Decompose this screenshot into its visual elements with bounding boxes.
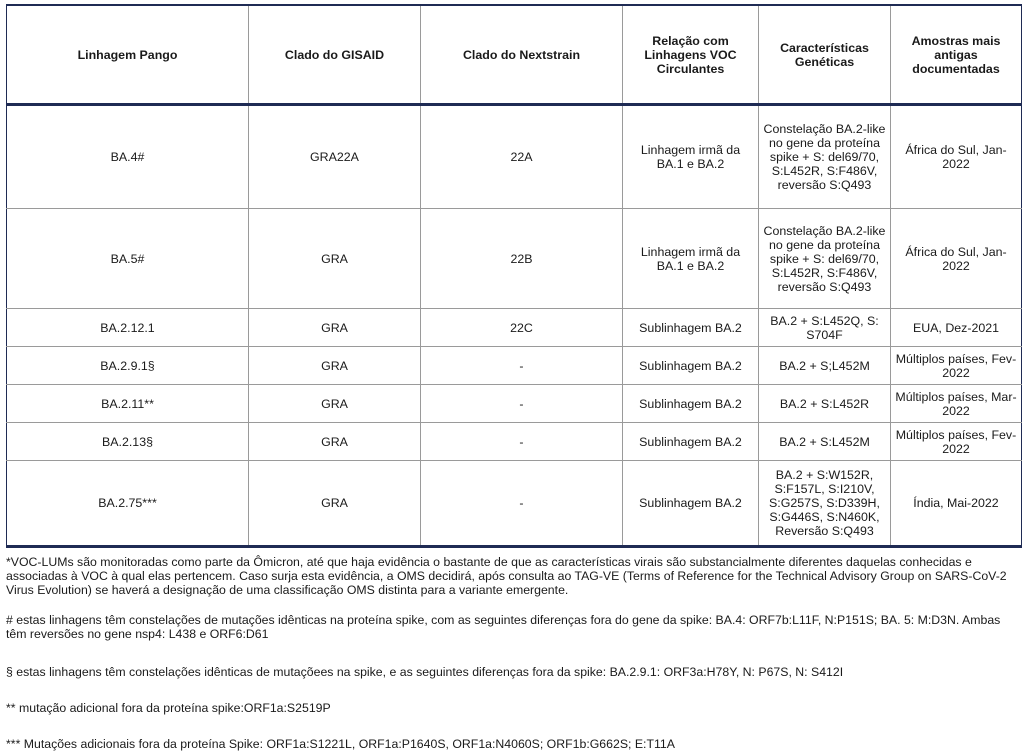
cell-nextstrain: - (421, 423, 623, 461)
cell-relation: Sublinhagem BA.2 (623, 309, 759, 347)
cell-relation: Sublinhagem BA.2 (623, 385, 759, 423)
footnote-triple-star: *** Mutações adicionais fora da proteína Spike: ORF1a:S1221L, ORF1a:P1640S, ORF1a:N4060S; ORF1b:G662S; E:T11A (6, 737, 675, 751)
cell-gisaid: GRA (249, 209, 421, 309)
cell-gisaid: GRA (249, 347, 421, 385)
cell-gisaid: GRA (249, 309, 421, 347)
table-row (7, 423, 1022, 461)
header-voc-relation: Relação com Linhagens VOC Circulantes (623, 5, 759, 105)
cell-earliest: EUA, Dez-2021 (891, 309, 1022, 347)
cell-earliest: África do Sul, Jan-2022 (891, 209, 1022, 309)
cell-earliest: África do Sul, Jan-2022 (891, 105, 1022, 209)
cell-nextstrain: 22A (421, 105, 623, 209)
header-pango-lineage: Linhagem Pango (7, 5, 249, 105)
cell-earliest: Múltiplos países, Fev-2022 (891, 423, 1022, 461)
genetics-text: BA.2 + S:L452M (779, 434, 870, 449)
header-earliest-samples: Amostras mais antigas documentadas (891, 5, 1022, 105)
cell-nextstrain: - (421, 385, 623, 423)
cell-earliest: Múltiplos países, Fev-2022 (891, 347, 1022, 385)
cell-nextstrain: - (421, 461, 623, 547)
cell-nextstrain: 22B (421, 209, 623, 309)
table-row (7, 209, 1022, 309)
cell-lineage: BA.2.9.1§ (7, 347, 249, 385)
cell-nextstrain: - (421, 347, 623, 385)
cell-genetics (759, 105, 891, 209)
footnote-hash: # estas linhagens têm constelações de mutações idênticas na proteína spike, com as seguintes diferenças fora do gene da spike: BA.4: ORF7b:L11F, N:P151S; BA. 5: M:D3N. Ambas têm reversões no gene nsp4: L438 e ORF6:D61 (6, 613, 1001, 641)
footnote-voc: *VOC-LUMs são monitoradas como parte da Ômicron, até que haja evidência o bastante de que as características virais são substancialmente diferentes daquelas conhecidas e associadas à VOC à qual elas pertencem. Caso surja esta evidência, a OMS decidirá, após consulta ao TAG-VE (Terms of Reference for the Technical Advisory Group on SARS-CoV-2 Virus Evolution) se haverá a designação de uma classificação OMS distinta para a variante emergente. (6, 555, 1007, 597)
cell-gisaid: GRA (249, 461, 421, 547)
cell-lineage: BA.2.13§ (7, 423, 249, 461)
cell-genetics (759, 461, 891, 547)
cell-gisaid: GRA (249, 423, 421, 461)
header-gisaid-clade: Clado do GISAID (249, 5, 421, 105)
cell-relation: Sublinhagem BA.2 (623, 423, 759, 461)
table-row (7, 105, 1022, 209)
cell-earliest: Múltiplos países, Mar-2022 (891, 385, 1022, 423)
cell-lineage: BA.2.12.1 (7, 309, 249, 347)
cell-nextstrain: 22C (421, 309, 623, 347)
header-nextstrain-clade: Clado do Nextstrain (421, 5, 623, 105)
genetics-text: Constelação BA.2-like no gene da proteína spike + S: del69/70, S:L452R, S:F486V, reversão S:Q493 (763, 223, 886, 294)
footnotes (6, 555, 1016, 751)
genetics-text: BA.2 + S:L452Q, S: S704F (770, 313, 879, 342)
cell-genetics (759, 209, 891, 309)
cell-earliest: Índia, Mai-2022 (891, 461, 1022, 547)
cell-lineage: BA.5# (7, 209, 249, 309)
cell-lineage: BA.2.11** (7, 385, 249, 423)
table-row (7, 461, 1022, 547)
genetics-text: BA.2 + S:L452R (779, 396, 870, 411)
cell-lineage: BA.2.75*** (7, 461, 249, 547)
table-row (7, 309, 1022, 347)
cell-gisaid: GRA (249, 385, 421, 423)
genetics-text: BA.2 + S;L452M (779, 358, 870, 373)
header-genetic-features: Características Genéticas (759, 5, 891, 105)
table-header-row (7, 5, 1022, 105)
table-row (7, 347, 1022, 385)
table-row (7, 385, 1022, 423)
cell-relation: Linhagem irmã da BA.1 e BA.2 (623, 105, 759, 209)
cell-gisaid: GRA22A (249, 105, 421, 209)
lineage-table (6, 4, 1022, 548)
cell-genetics (759, 309, 891, 347)
cell-relation: Sublinhagem BA.2 (623, 461, 759, 547)
cell-genetics (759, 347, 891, 385)
cell-lineage: BA.4# (7, 105, 249, 209)
footnote-double-star: ** mutação adicional fora da proteína spike:ORF1a:S2519P (6, 701, 331, 715)
cell-relation: Linhagem irmã da BA.1 e BA.2 (623, 209, 759, 309)
cell-genetics (759, 423, 891, 461)
genetics-text: BA.2 + S:W152R, S:F157L, S:I210V, S:G257S, S:D339H, S:G446S, S:N460K, Reversão S:Q493 (769, 468, 880, 538)
cell-genetics (759, 385, 891, 423)
cell-relation: Sublinhagem BA.2 (623, 347, 759, 385)
footnote-section: § estas linhagens têm constelações idênticas de mutaçõees na spike, e as seguintes diferenças fora da spike: BA.2.9.1: ORF3a:H78Y, N: P67S, N: S412I (6, 665, 844, 679)
genetics-text: Constelação BA.2-like no gene da proteína spike + S: del69/70, S:L452R, S:F486V, reversão S:Q493 (763, 122, 886, 192)
